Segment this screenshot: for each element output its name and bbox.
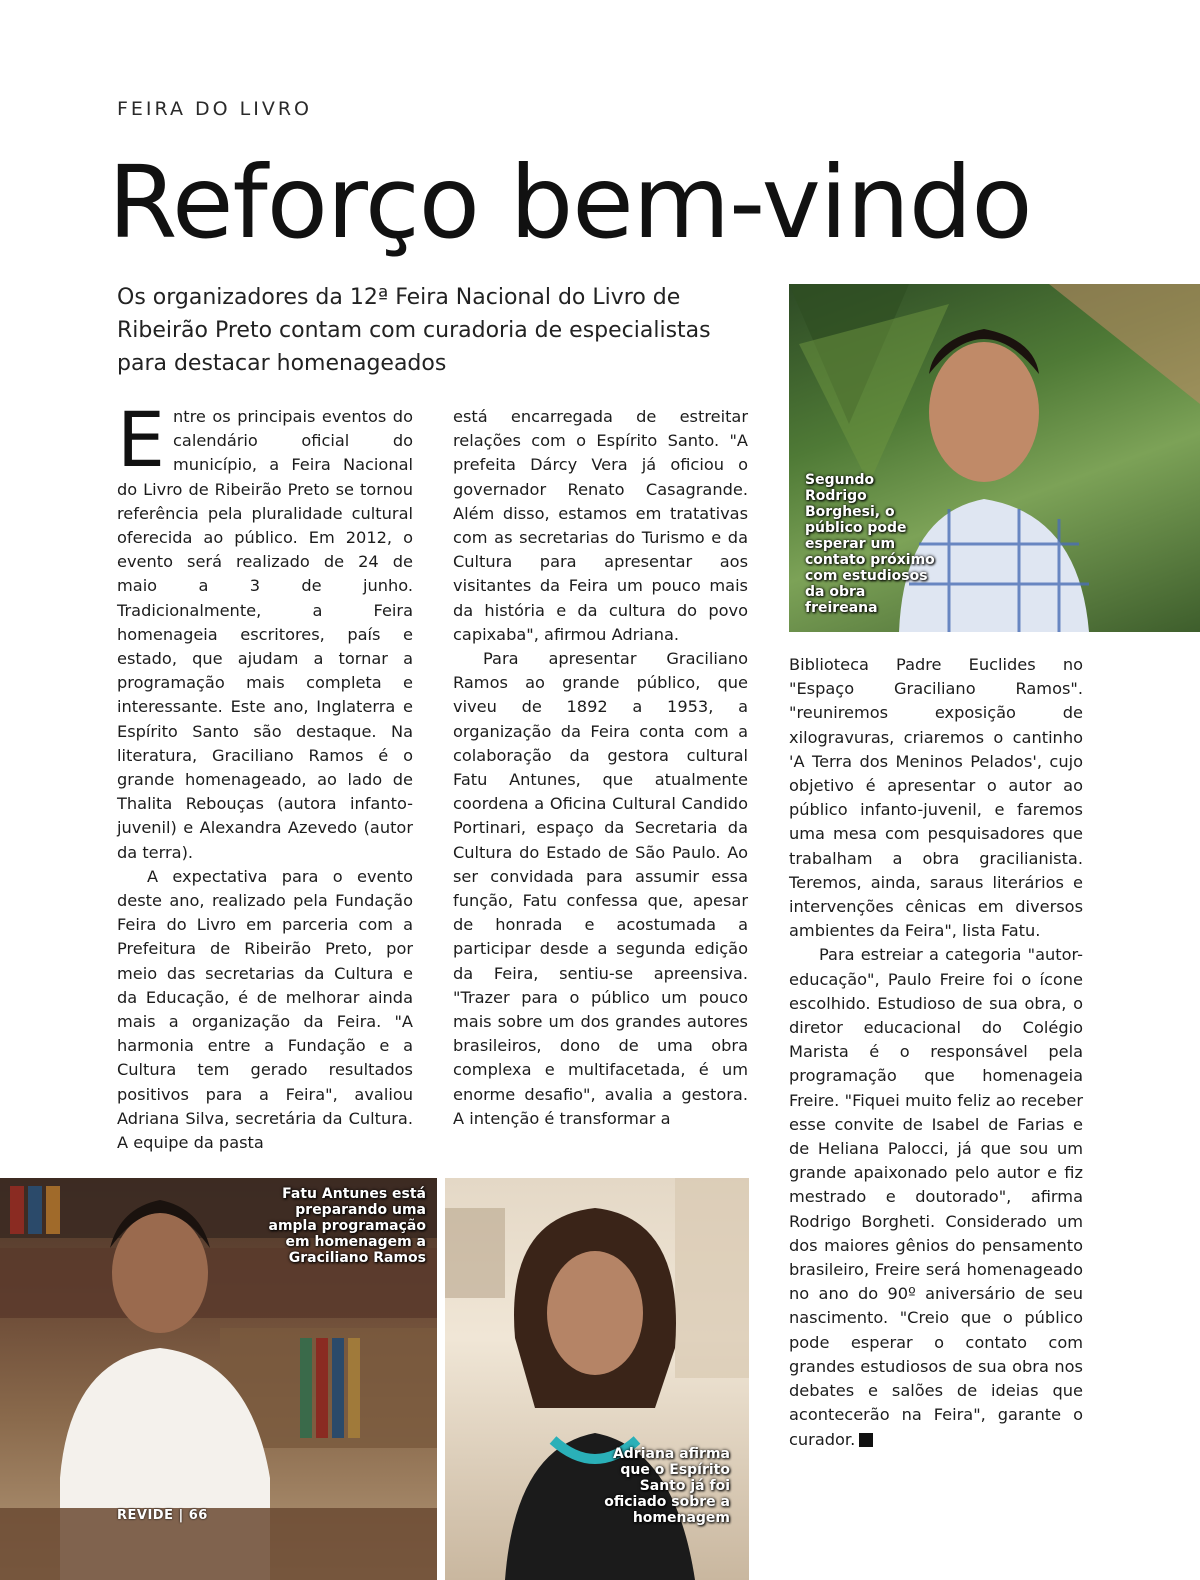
photo-caption-fatu: Fatu Antunes está preparando uma ampla programação em homenagem a Graciliano Ramos — [268, 1186, 426, 1266]
paragraph — [789, 943, 1083, 1451]
article-column-2 — [453, 405, 748, 1131]
paragraph-text: ntre os principais eventos do calendário oficial do município, a Feira Nacional do Livro de Ribeirão Preto se tornou referência pela pluralidade cultural oferecida ao público. Em 2012, o evento será realizado de 24 de maio a 3 de junho. Tradicionalmente, a Feira homenageia escritores, país e estado, que ajudam a tornar a programação mais completa e interessante. Este ano, Inglaterra e Espírito Santo são destaque. Na literatura, Graciliano Ramos é o grande homenageado, ao lado de Thalita Rebouças (autora infanto-juvenil) e Alexandra Azevedo (autor da terra). — [117, 407, 413, 862]
article-title: Reforço bem-vindo — [108, 144, 1032, 261]
paragraph: Biblioteca Padre Euclides no "Espaço Graciliano Ramos". "reuniremos exposição de xilogravuras, criaremos o cantinho 'A Terra dos Meninos Pelados', cujo objetivo é apresentar o autor ao público infanto-juvenil, e faremos uma mesa com pesquisadores que trabalham a obra gracilianista. Teremos, ainda, saraus literários e intervenções cênicas em diversos ambientes da Feira", lista Fatu. — [789, 655, 1083, 941]
paragraph-text: Para estreiar a categoria "autor-educação", Paulo Freire foi o ícone escolhido. Estudioso de sua obra, o diretor educacional do Colégio Marista é o responsável pela programação que homenageia Freire. "Fiquei muito feliz ao receber esse convite de Isabel de Farias e de Heliana Palocci, já que sou um grande apaixonado pelo autor e fiz mestrado e doutorado", afirma Rodrigo Borgheti. Considerado um dos maiores gênios do pensamento brasileiro, Freire será homenageado no ano do 90º aniversário de seu nascimento. "Creio que o público pode esperar o contato com grandes estudiosos de sua obra nos debates e salões de ideias que acontecerão na Feira", garante o curador. — [789, 945, 1083, 1449]
photo-caption-rodrigo: Segundo Rodrigo Borghesi, o público pode esperar um contato próximo com estudiosos da obra freireana — [805, 472, 935, 616]
article-subtitle: Os organizadores da 12ª Feira Nacional do Livro de Ribeirão Preto contam com curadoria de especialistas para destacar homenageados — [117, 285, 711, 376]
paragraph: está encarregada de estreitar relações com o Espírito Santo. "A prefeita Dárcy Vera já oficiou o governador Renato Casagrande. Além disso, estamos em tratativas com as secretarias do Turismo e da Cultura para apresentar aos visitantes da Feira um pouco mais da história e da cultura do povo capixaba", afirmou Adriana. — [453, 407, 748, 644]
drop-cap: E — [117, 395, 166, 484]
page-folio: REVIDE | 66 — [117, 1508, 208, 1523]
article-column-1 — [117, 395, 413, 1155]
photo-caption-adriana: Adriana afirma que o Espírito Santo já foi oficiado sobre a homenagem — [604, 1446, 730, 1526]
paragraph: Para apresentar Graciliano Ramos ao grande público, que viveu de 1892 a 1953, a organização da Feira conta com a colaboração da gestora cultural Fatu Antunes, que atualmente coordena a Oficina Cultural Candido Portinari, espaço da Secretaria da Cultura do Estado de São Paulo. Ao ser convidada para assumir essa função, Fatu confessa que, apesar de honrada e acostumada a participar desde a segunda edição da Feira, sentiu-se apreensiva. "Trazer para o público um pouco mais sobre um dos grandes autores brasileiros, dono de uma obra complexa e multifacetada, é um enorme desafio", avalia a gestora. A intenção é transformar a — [453, 649, 748, 1128]
section-tag: FEIRA DO LIVRO — [117, 98, 312, 120]
paragraph — [117, 395, 413, 865]
article-column-3 — [789, 653, 1083, 1452]
end-mark-icon: r — [859, 1433, 873, 1447]
paragraph: A expectativa para o evento deste ano, realizado pela Fundação Feira do Livro em parceria com a Prefeitura de Ribeirão Preto, por meio das secretarias da Cultura e da Educação, é de melhorar ainda mais a organização da Feira. "A harmonia entre a Fundação e a Cultura tem gerado resultados positivos para a Feira", avaliou Adriana Silva, secretária da Cultura. A equipe da pasta — [117, 866, 413, 1153]
